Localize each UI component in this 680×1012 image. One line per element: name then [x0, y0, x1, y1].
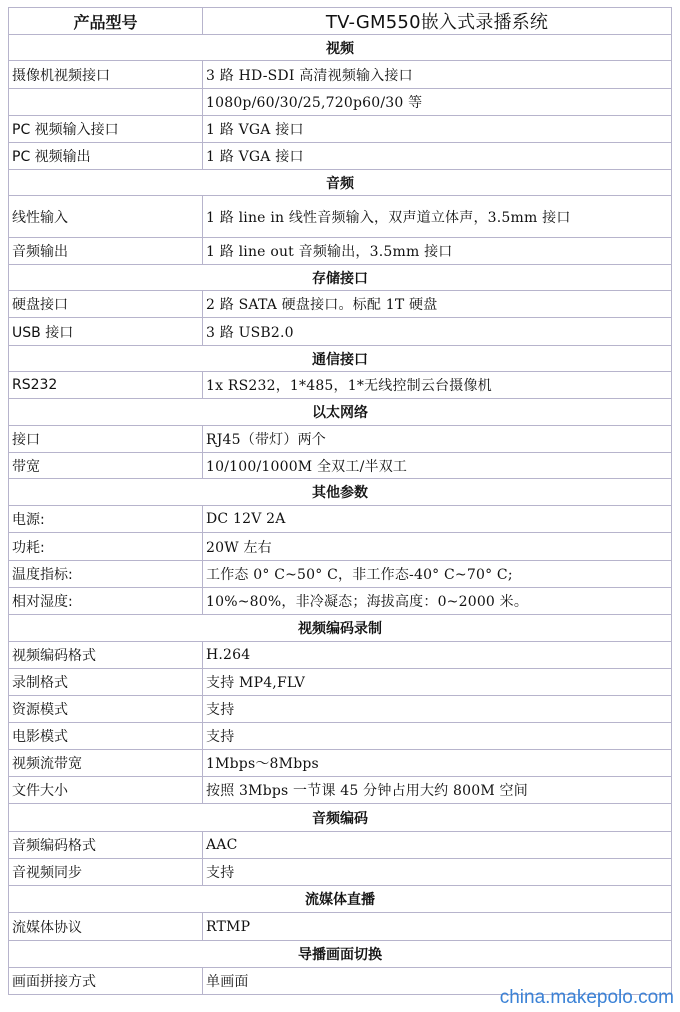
row-value: H.264	[203, 642, 672, 669]
table-row	[9, 372, 672, 399]
table-row	[9, 642, 672, 669]
row-label: 画面拼接方式	[9, 968, 203, 995]
row-label: 录制格式	[9, 669, 203, 696]
section-header-row	[9, 479, 672, 506]
row-value: 支持 MP4,FLV	[203, 669, 672, 696]
row-value: 1 路 VGA 接口	[203, 143, 672, 170]
row-label: USB 接口	[9, 318, 203, 346]
row-label: 音频编码格式	[9, 832, 203, 859]
table-row	[9, 89, 672, 116]
table-row	[9, 777, 672, 804]
row-value: RTMP	[203, 913, 672, 941]
row-label	[9, 89, 203, 116]
table-row	[9, 426, 672, 453]
row-value: 支持	[203, 696, 672, 723]
section-header-row	[9, 399, 672, 426]
row-label: 音视频同步	[9, 859, 203, 886]
table-header-row	[9, 8, 672, 35]
row-value: AAC	[203, 832, 672, 859]
row-label: 视频流带宽	[9, 750, 203, 777]
row-value: 单画面	[203, 968, 672, 995]
row-value: 1Mbps～8Mbps	[203, 750, 672, 777]
row-label: 电源:	[9, 506, 203, 533]
table-row	[9, 453, 672, 479]
row-label: PC 视频输出	[9, 143, 203, 170]
row-label: 功耗:	[9, 533, 203, 561]
row-value: 工作态 0° C~50° C，非工作态-40° C~70° C;	[203, 561, 672, 588]
table-row	[9, 533, 672, 561]
watermark: china.makepolo.com	[499, 987, 674, 1008]
row-value: 10/100/1000M 全双工/半双工	[203, 453, 672, 479]
row-label: PC 视频输入接口	[9, 116, 203, 143]
row-value: 1 路 VGA 接口	[203, 116, 672, 143]
section-title: 存储接口	[9, 265, 672, 291]
section-title: 音频	[9, 170, 672, 196]
row-label: 线性输入	[9, 196, 203, 238]
row-label: 视频编码格式	[9, 642, 203, 669]
row-label: 温度指标:	[9, 561, 203, 588]
row-value: 按照 3Mbps 一节课 45 分钟占用大约 800M 空间	[203, 777, 672, 804]
table-row	[9, 669, 672, 696]
table-row	[9, 196, 672, 238]
row-label: 接口	[9, 426, 203, 453]
table-row	[9, 750, 672, 777]
row-label: 带宽	[9, 453, 203, 479]
table-row	[9, 318, 672, 346]
section-title: 其他参数	[9, 479, 672, 506]
table-row	[9, 291, 672, 318]
section-header-row	[9, 886, 672, 913]
section-header-row	[9, 615, 672, 642]
section-header-row	[9, 35, 672, 61]
table-row	[9, 859, 672, 886]
section-header-row	[9, 170, 672, 196]
row-value: 支持	[203, 859, 672, 886]
row-label: 电影模式	[9, 723, 203, 750]
row-value: RJ45（带灯）两个	[203, 426, 672, 453]
table-row	[9, 696, 672, 723]
section-header-row	[9, 941, 672, 968]
row-value: 20W 左右	[203, 533, 672, 561]
table-row	[9, 238, 672, 265]
table-row	[9, 506, 672, 533]
row-label: 文件大小	[9, 777, 203, 804]
table-row	[9, 723, 672, 750]
row-value: 2 路 SATA 硬盘接口。标配 1T 硬盘	[203, 291, 672, 318]
spec-table-body	[9, 8, 672, 995]
section-title: 通信接口	[9, 346, 672, 372]
header-value: TV-GM550嵌入式录播系统	[203, 8, 672, 35]
row-label: 音频输出	[9, 238, 203, 265]
section-title: 导播画面切换	[9, 941, 672, 968]
table-row	[9, 832, 672, 859]
row-label: 流媒体协议	[9, 913, 203, 941]
section-header-row	[9, 804, 672, 832]
table-row	[9, 588, 672, 615]
spec-table	[8, 7, 672, 995]
section-header-row	[9, 265, 672, 291]
row-label: 相对湿度:	[9, 588, 203, 615]
row-value: 3 路 HD-SDI 高清视频输入接口	[203, 61, 672, 89]
row-value: 1 路 line out 音频输出，3.5mm 接口	[203, 238, 672, 265]
row-value: 3 路 USB2.0	[203, 318, 672, 346]
row-value: DC 12V 2A	[203, 506, 672, 533]
row-value: 1080p/60/30/25,720p60/30 等	[203, 89, 672, 116]
section-title: 音频编码	[9, 804, 672, 832]
section-header-row	[9, 346, 672, 372]
table-row	[9, 561, 672, 588]
row-value: 1x RS232，1*485，1*无线控制云台摄像机	[203, 372, 672, 399]
row-label: 摄像机视频接口	[9, 61, 203, 89]
row-label: 资源模式	[9, 696, 203, 723]
row-value: 支持	[203, 723, 672, 750]
header-label: 产品型号	[9, 8, 203, 35]
table-row	[9, 61, 672, 89]
section-title: 以太网络	[9, 399, 672, 426]
row-value: 1 路 line in 线性音频输入，双声道立体声，3.5mm 接口	[203, 196, 672, 238]
row-value: 10%~80%，非冷凝态；海拔高度：0~2000 米。	[203, 588, 672, 615]
section-title: 流媒体直播	[9, 886, 672, 913]
table-row	[9, 143, 672, 170]
table-row	[9, 116, 672, 143]
row-label: RS232	[9, 372, 203, 399]
row-label: 硬盘接口	[9, 291, 203, 318]
section-title: 视频编码录制	[9, 615, 672, 642]
table-row	[9, 913, 672, 941]
section-title: 视频	[9, 35, 672, 61]
